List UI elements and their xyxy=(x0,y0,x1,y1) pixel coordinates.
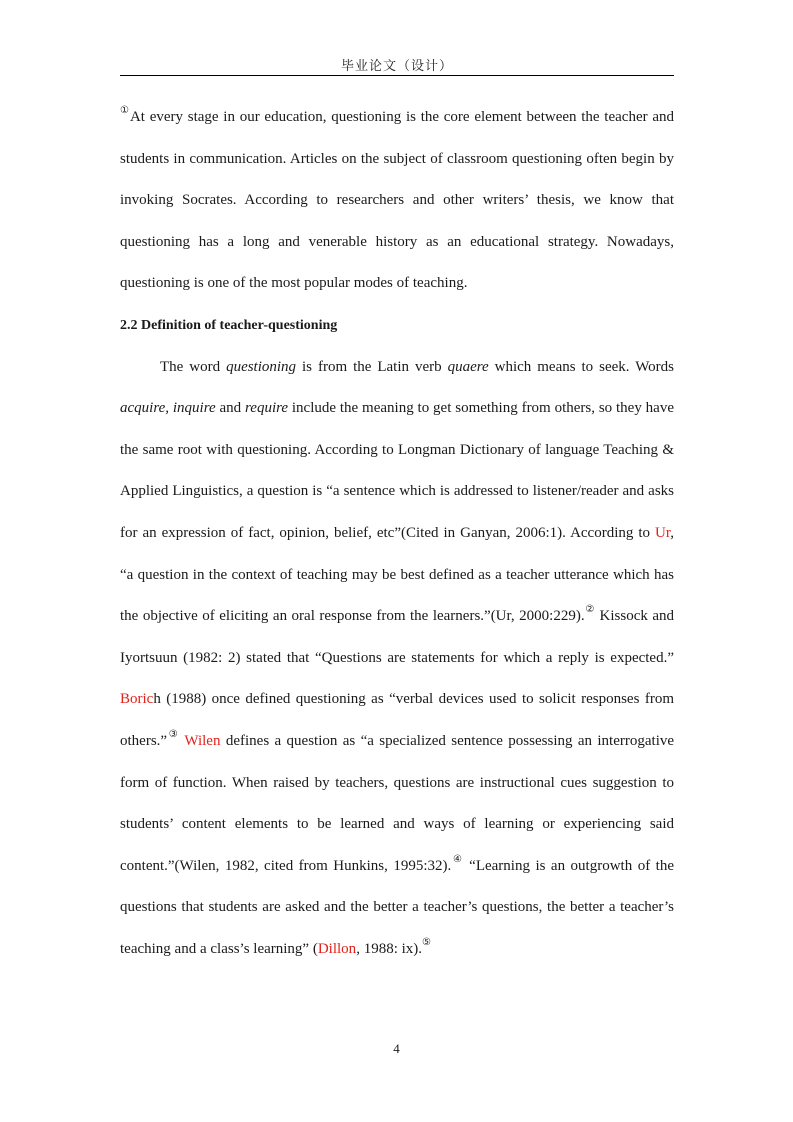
text-run: Kissock and Iyortsuun (1982: 2) stated that “Questions are statements for which a reply is expected.” xyxy=(120,608,675,666)
text-run: is from the Latin verb xyxy=(296,358,448,375)
footnote-marker-1: ① xyxy=(120,105,130,116)
text-run: The word xyxy=(160,358,227,375)
highlight-boric: Boric xyxy=(120,691,154,708)
paragraph-intro-text: At every stage in our education, questioning is the core element between the teacher and students in communication. Articles on the subject of classroom questioning often begin by invoking Socrates. According to researchers and other writers’ thesis, we know that questioning has a long and venerable history as an educational strategy. Nowadays, questioning is one of the most popular modes of teaching. xyxy=(120,109,674,292)
footnote-marker-2: ② xyxy=(584,604,596,616)
footnote-marker-4: ④ xyxy=(451,853,464,865)
emphasis-acquire-inquire: acquire, inquire xyxy=(120,400,216,417)
footnote-marker-3: ③ xyxy=(167,728,180,740)
text-run: defines a question as “a specialized sentence possessing an interrogative form of function. When raised by teachers, questions are instructional cues suggestion to students’ content elements to be learned and ways of learning or experiencing said content.”(Wilen, 1982, cited from Hunkins, 1995:32). xyxy=(120,732,675,874)
page-header-title: 毕业论文（设计） xyxy=(340,58,453,73)
text-run: , “a question in the context of teaching may be best defined as a teacher utterance which has the objective of eliciting an oral response from the learners.”(Ur, 2000:229). xyxy=(120,524,674,625)
highlight-wilen: Wilen xyxy=(184,732,221,749)
paragraph-definition xyxy=(120,347,674,971)
highlight-ur: Ur xyxy=(655,524,671,541)
footnote-marker-5: ⑤ xyxy=(422,936,431,948)
text-run: h (1988) once defined questioning as “verbal devices used to solicit responses from others.” xyxy=(120,691,674,749)
text-run: which means to seek. Words xyxy=(488,358,675,375)
text-run: include the meaning to get something from others, so they have the same root with questioning. According to Longman Dictionary of language Teaching & Applied Linguistics, a question is “a sentence which is addressed to listener/reader and asks for an expression of fact, opinion, belief, etc”(Cited in Ganyan, 2006:1). According to xyxy=(120,400,674,541)
header-rule xyxy=(120,75,674,76)
text-run: “Learning is an outgrowth of the questions that students are asked and the better a teacher’s questions, the better a teacher’s teaching and a class’s learning” ( xyxy=(120,857,674,957)
body-text xyxy=(120,97,674,970)
section-heading: 2.2 Definition of teacher-questioning xyxy=(120,317,338,333)
highlight-dillon: Dillon xyxy=(317,940,357,957)
emphasis-questioning: questioning xyxy=(226,358,297,375)
emphasis-quaere: quaere xyxy=(447,358,489,375)
text-run: and xyxy=(215,400,245,417)
paragraph-intro xyxy=(120,97,674,305)
emphasis-require: require xyxy=(245,400,289,417)
text-run: , 1988: ix). xyxy=(356,940,423,957)
page-number: 4 xyxy=(393,1041,400,1056)
